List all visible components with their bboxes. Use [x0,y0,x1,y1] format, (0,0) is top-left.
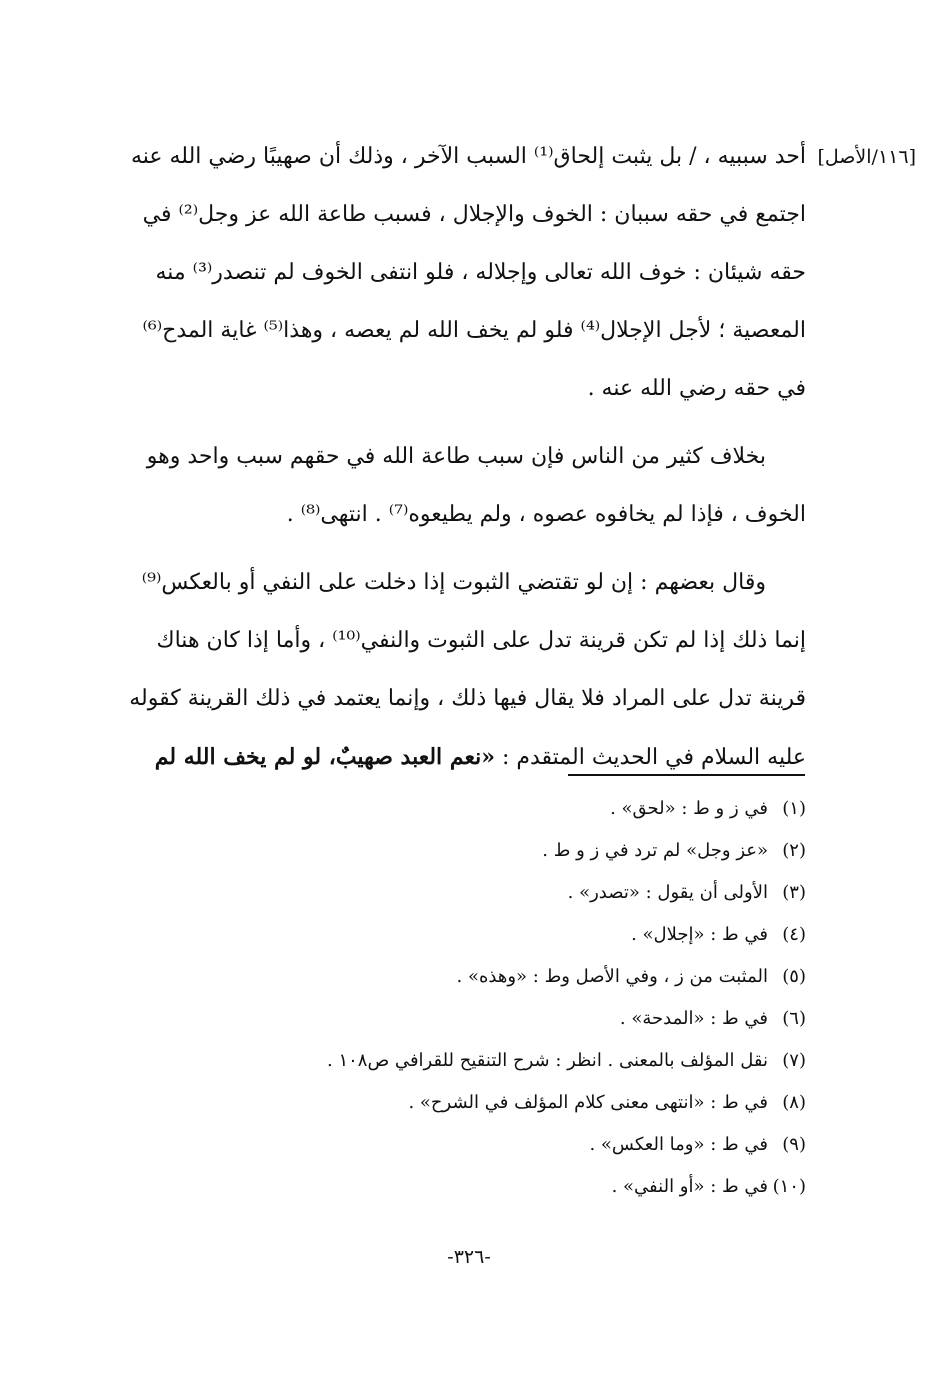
footnote-text: في ط : «انتهى معنى كلام المؤلف في الشرح» . [408,1092,768,1113]
page-body [100,128,916,797]
footnote-text: في ز و ط : «لحق» . [610,798,768,819]
margin-note: [١١٦/الأصل] [817,146,916,168]
text-line: إنما ذلك إذا لم تكن قرينة تدل على الثبوت والنفي⁽¹⁰⁾ ، وأما إذا كان هناك [156,628,806,653]
footnote-number: (٨) [782,1092,806,1113]
footnote-item [286,1166,806,1208]
footnotes [286,788,806,1208]
footnote-item [286,1082,806,1124]
footnote-number: (٧) [782,1050,806,1071]
text-line: قرينة تدل على المراد فلا يقال فيها ذلك ، وإنما يعتمد في ذلك القرينة كقوله [129,686,806,711]
footnote-text: المثبت من ز ، وفي الأصل وط : «وهذه» . [456,966,768,987]
footnote-item [286,788,806,830]
footnote-number: (٦) [782,1008,806,1029]
footnote-item [286,1040,806,1082]
footnote-number: (٤) [782,924,806,945]
footnote-text: في ط : «وما العكس» . [589,1134,768,1155]
footnote-number: (٥) [782,966,806,987]
text-line: وقال بعضهم : إن لو تقتضي الثبوت إذا دخلت على النفي أو بالعكس⁽⁹⁾ [141,570,766,595]
text-line: اجتمع في حقه سببان : الخوف والإجلال ، فسبب طاعة الله عز وجل⁽²⁾ في [142,202,806,227]
footnote-separator [568,774,805,776]
footnote-text: في ط : «إجلال» . [631,924,768,945]
footnote-item [286,998,806,1040]
hadith-quote: «نعم العبد صهيبٌ، لو لم يخف الله لم [154,744,495,770]
footnote-item [286,956,806,998]
footnote-number: (٢) [782,840,806,861]
text-line-with-quote [100,728,806,787]
footnote-item [286,914,806,956]
text-line: الخوف ، فإذا لم يخافوه عصوه ، ولم يطيعوه⁽⁷⁾ . انتهى⁽⁸⁾ . [286,502,806,527]
footnote-text: نقل المؤلف بالمعنى . انظر : شرح التنقيح للقرافي ص١٠٨ . [326,1050,768,1071]
text-segment: عليه السلام في الحديث المتقدم : [494,745,806,770]
text-line: حقه شيئان : خوف الله تعالى وإجلاله ، فلو انتفى الخوف لم تنصدر⁽³⁾ منه [155,260,806,285]
footnote-number: (١٠) [772,1176,806,1197]
text-line: أحد سببيه ، / بل يثبت إلحاق⁽¹⁾ السبب الآخر ، وذلك أن صهيبًا رضي الله عنه [130,144,806,169]
paragraph-2 [100,428,806,544]
paragraph-3 [100,554,806,787]
footnote-text: في ط : «أو النفي» . [611,1176,768,1197]
footnote-number: (٣) [782,882,806,903]
footnote-text: في ط : «المدحة» . [619,1008,768,1029]
footnote-number: (٩) [782,1134,806,1155]
footnote-item [286,872,806,914]
footnote-item [286,830,806,872]
text-line: بخلاف كثير من الناس فإن سبب طاعة الله في حقهم سبب واحد وهو [146,444,766,469]
footnote-text: الأولى أن يقول : «تصدر» . [567,882,768,903]
text-line: المعصية ؛ لأجل الإجلال⁽⁴⁾ فلو لم يخف الله لم يعصه ، وهذا⁽⁵⁾ غاية المدح⁽⁶⁾ [142,318,806,343]
paragraph-1 [100,128,806,418]
footnote-text: «عز وجل» لم ترد في ز و ط . [542,840,768,861]
footnote-item [286,1124,806,1166]
footnote-number: (١) [782,798,806,819]
page-number: -٣٢٦- [447,1246,491,1268]
text-line: في حقه رضي الله عنه . [587,376,806,401]
